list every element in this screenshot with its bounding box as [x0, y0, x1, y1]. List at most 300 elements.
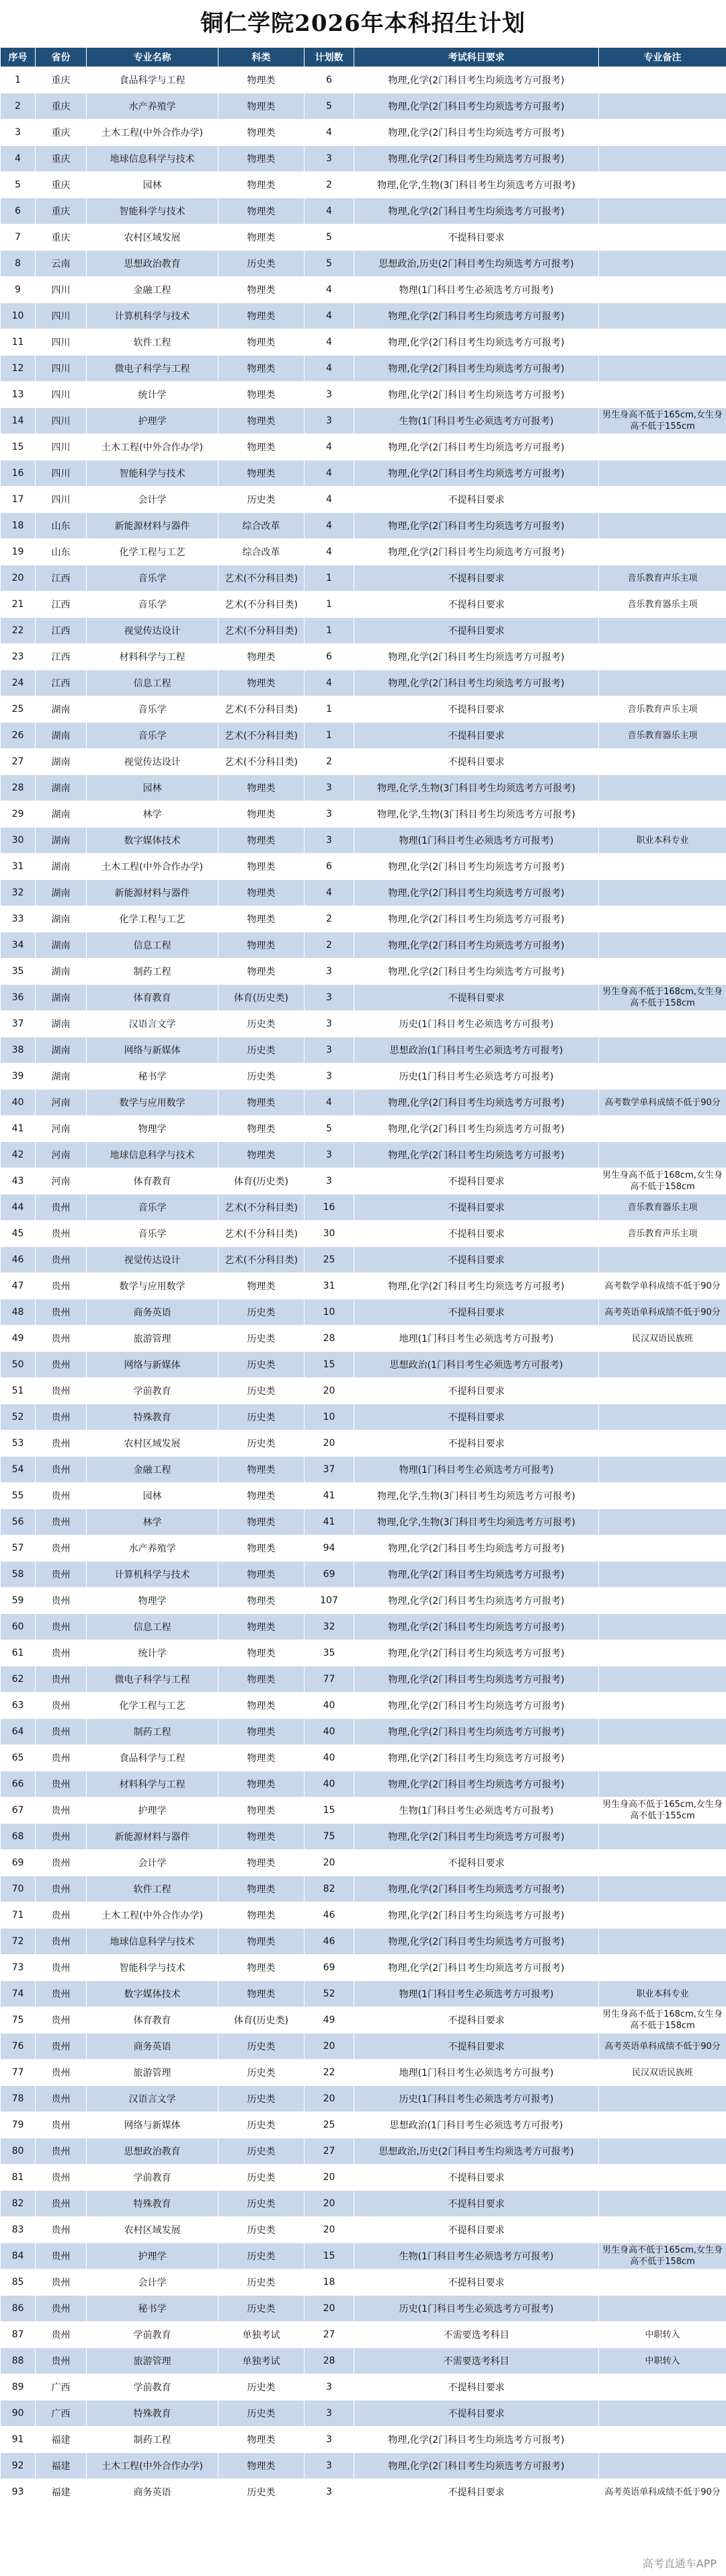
cell-category: 物理类 — [218, 880, 305, 906]
table-row — [1, 1221, 726, 1247]
cell-plan-count: 69 — [305, 1562, 354, 1588]
cell-index: 74 — [1, 1981, 36, 2007]
cell-province: 贵州 — [36, 1431, 87, 1457]
cell-province: 四川 — [36, 382, 87, 408]
cell-major-note — [599, 1011, 726, 1037]
cell-subject-requirement: 物理,化学(2门科目考生均须选考方可报考) — [354, 434, 599, 460]
cell-index: 24 — [1, 670, 36, 696]
cell-major-note: 男生身高不低于168cm,女生身高不低于158cm — [599, 2007, 726, 2034]
cell-category: 历史类 — [218, 2243, 305, 2269]
cell-category: 物理类 — [218, 2427, 305, 2453]
cell-category: 物理类 — [218, 1693, 305, 1719]
header-category: 科类 — [218, 48, 305, 67]
cell-index: 34 — [1, 932, 36, 959]
cell-subject-requirement: 物理(1门科目考生必须选考方可报考) — [354, 277, 599, 303]
table-row — [1, 2165, 726, 2191]
cell-subject-requirement: 不提科目要求 — [354, 2269, 599, 2296]
cell-plan-count: 75 — [305, 1824, 354, 1850]
cell-index: 63 — [1, 1693, 36, 1719]
table-row — [1, 2401, 726, 2427]
table-row — [1, 1850, 726, 1876]
cell-index: 37 — [1, 1011, 36, 1037]
cell-category: 物理类 — [218, 67, 305, 93]
cell-major: 学前教育 — [87, 1378, 218, 1404]
cell-major: 农村区域发展 — [87, 2217, 218, 2243]
cell-index: 86 — [1, 2296, 36, 2322]
cell-major-note — [599, 1850, 726, 1876]
header-major-note: 专业备注 — [599, 48, 726, 67]
cell-category: 历史类 — [218, 2479, 305, 2505]
cell-index: 36 — [1, 985, 36, 1011]
cell-major: 视觉传达设计 — [87, 1247, 218, 1273]
cell-category: 物理类 — [218, 670, 305, 696]
cell-major-note — [599, 1404, 726, 1431]
cell-plan-count: 6 — [305, 644, 354, 670]
table-row — [1, 1535, 726, 1562]
table-row — [1, 696, 726, 723]
cell-subject-requirement: 思想政治(1门科目考生必须选考方可报考) — [354, 1352, 599, 1378]
cell-province: 江西 — [36, 670, 87, 696]
cell-major: 音乐学 — [87, 1195, 218, 1221]
cell-index: 26 — [1, 723, 36, 749]
cell-plan-count: 41 — [305, 1509, 354, 1535]
cell-category: 历史类 — [218, 2165, 305, 2191]
cell-province: 贵州 — [36, 1640, 87, 1666]
cell-major-note — [599, 1719, 726, 1745]
cell-category: 历史类 — [218, 1326, 305, 1352]
cell-subject-requirement: 物理,化学(2门科目考生均须选考方可报考) — [354, 1640, 599, 1666]
cell-category: 艺术(不分科目类) — [218, 565, 305, 592]
cell-plan-count: 6 — [305, 854, 354, 880]
cell-province: 湖南 — [36, 749, 87, 775]
cell-index: 78 — [1, 2086, 36, 2112]
cell-major-note — [599, 67, 726, 93]
cell-index: 69 — [1, 1850, 36, 1876]
cell-index: 14 — [1, 408, 36, 434]
cell-plan-count: 2 — [305, 749, 354, 775]
cell-plan-count: 20 — [305, 2165, 354, 2191]
cell-subject-requirement: 物理,化学(2门科目考生均须选考方可报考) — [354, 1614, 599, 1640]
cell-major-note — [599, 2401, 726, 2427]
cell-province: 贵州 — [36, 1509, 87, 1535]
cell-subject-requirement: 生物(1门科目考生必须选考方可报考) — [354, 408, 599, 434]
table-row — [1, 1142, 726, 1168]
cell-province: 山东 — [36, 513, 87, 539]
cell-major: 软件工程 — [87, 329, 218, 356]
cell-plan-count: 3 — [305, 2401, 354, 2427]
cell-province: 江西 — [36, 592, 87, 618]
cell-major-note — [599, 1483, 726, 1509]
table-row — [1, 2348, 726, 2374]
table-row — [1, 2374, 726, 2401]
cell-province: 河南 — [36, 1090, 87, 1116]
cell-index: 62 — [1, 1666, 36, 1693]
cell-subject-requirement: 不提科目要求 — [354, 985, 599, 1011]
cell-major: 信息工程 — [87, 1614, 218, 1640]
cell-major: 学前教育 — [87, 2322, 218, 2348]
table-row — [1, 1326, 726, 1352]
cell-major-note: 中职转入 — [599, 2348, 726, 2374]
cell-subject-requirement: 物理,化学(2门科目考生均须选考方可报考) — [354, 1588, 599, 1614]
cell-index: 65 — [1, 1745, 36, 1771]
table-row — [1, 1037, 726, 1063]
cell-major-note — [599, 1614, 726, 1640]
cell-province: 湖南 — [36, 723, 87, 749]
table-row — [1, 618, 726, 644]
cell-major: 学前教育 — [87, 2374, 218, 2401]
cell-subject-requirement: 不提科目要求 — [354, 1378, 599, 1404]
cell-major-note — [599, 487, 726, 513]
cell-province: 贵州 — [36, 2165, 87, 2191]
cell-major: 材料科学与工程 — [87, 644, 218, 670]
cell-major: 思想政治教育 — [87, 2138, 218, 2165]
cell-category: 物理类 — [218, 1483, 305, 1509]
cell-major-note — [599, 198, 726, 225]
table-row — [1, 1063, 726, 1090]
cell-major: 统计学 — [87, 382, 218, 408]
table-row — [1, 1090, 726, 1116]
cell-category: 物理类 — [218, 1850, 305, 1876]
cell-index: 89 — [1, 2374, 36, 2401]
cell-major-note — [599, 2112, 726, 2138]
table-row — [1, 1247, 726, 1273]
cell-category: 艺术(不分科目类) — [218, 696, 305, 723]
cell-category: 历史类 — [218, 2374, 305, 2401]
cell-category: 历史类 — [218, 1352, 305, 1378]
cell-major-note — [599, 1509, 726, 1535]
header-subject-requirement: 考试科目要求 — [354, 48, 599, 67]
cell-province: 贵州 — [36, 1824, 87, 1850]
cell-province: 贵州 — [36, 1771, 87, 1798]
cell-index: 6 — [1, 198, 36, 225]
cell-province: 四川 — [36, 487, 87, 513]
enrollment-plan-table — [0, 47, 726, 2505]
table-row — [1, 880, 726, 906]
cell-subject-requirement: 地理(1门科目考生必须选考方可报考) — [354, 2060, 599, 2086]
table-row — [1, 172, 726, 198]
cell-subject-requirement: 不提科目要求 — [354, 2217, 599, 2243]
cell-major: 智能科学与技术 — [87, 460, 218, 487]
cell-major-note — [599, 1876, 726, 1902]
cell-province: 贵州 — [36, 2138, 87, 2165]
cell-major-note: 民汉双语民族班 — [599, 1326, 726, 1352]
cell-province: 重庆 — [36, 146, 87, 172]
table-row — [1, 1299, 726, 1326]
cell-province: 山东 — [36, 539, 87, 565]
cell-category: 历史类 — [218, 2086, 305, 2112]
cell-major-note — [599, 1562, 726, 1588]
table-row — [1, 565, 726, 592]
cell-province: 广西 — [36, 2401, 87, 2427]
cell-province: 湖南 — [36, 880, 87, 906]
cell-subject-requirement: 物理,化学(2门科目考生均须选考方可报考) — [354, 2427, 599, 2453]
cell-plan-count: 6 — [305, 67, 354, 93]
cell-plan-count: 69 — [305, 1955, 354, 1981]
cell-major: 学前教育 — [87, 2165, 218, 2191]
cell-major-note — [599, 2427, 726, 2453]
cell-subject-requirement: 不提科目要求 — [354, 1431, 599, 1457]
cell-index: 28 — [1, 775, 36, 801]
cell-plan-count: 40 — [305, 1745, 354, 1771]
cell-major: 思想政治教育 — [87, 251, 218, 277]
cell-major-note — [599, 880, 726, 906]
cell-major: 秘书学 — [87, 1063, 218, 1090]
cell-province: 贵州 — [36, 1719, 87, 1745]
cell-category: 物理类 — [218, 146, 305, 172]
cell-major-note — [599, 2269, 726, 2296]
table-body — [1, 67, 726, 2505]
cell-category: 历史类 — [218, 2269, 305, 2296]
cell-major: 地球信息科学与技术 — [87, 1142, 218, 1168]
table-row — [1, 749, 726, 775]
cell-major-note — [599, 749, 726, 775]
cell-province: 贵州 — [36, 1352, 87, 1378]
cell-plan-count: 3 — [305, 828, 354, 854]
cell-subject-requirement: 物理,化学(2门科目考生均须选考方可报考) — [354, 1693, 599, 1719]
cell-subject-requirement: 物理,化学(2门科目考生均须选考方可报考) — [354, 1876, 599, 1902]
cell-major: 制药工程 — [87, 1719, 218, 1745]
cell-category: 物理类 — [218, 801, 305, 828]
cell-subject-requirement: 物理,化学(2门科目考生均须选考方可报考) — [354, 880, 599, 906]
cell-subject-requirement: 思想政治(1门科目考生必须选考方可报考) — [354, 2112, 599, 2138]
cell-subject-requirement: 物理,化学(2门科目考生均须选考方可报考) — [354, 303, 599, 329]
cell-subject-requirement: 物理,化学(2门科目考生均须选考方可报考) — [354, 644, 599, 670]
table-row — [1, 2427, 726, 2453]
cell-major: 会计学 — [87, 2269, 218, 2296]
cell-major-note — [599, 1640, 726, 1666]
cell-major: 音乐学 — [87, 696, 218, 723]
table-row — [1, 1168, 726, 1195]
cell-subject-requirement: 不提科目要求 — [354, 2165, 599, 2191]
cell-subject-requirement: 物理(1门科目考生必须选考方可报考) — [354, 828, 599, 854]
table-row — [1, 1352, 726, 1378]
cell-major: 会计学 — [87, 1850, 218, 1876]
cell-plan-count: 20 — [305, 1378, 354, 1404]
cell-plan-count: 4 — [305, 1090, 354, 1116]
cell-category: 物理类 — [218, 329, 305, 356]
cell-category: 历史类 — [218, 1431, 305, 1457]
cell-category: 物理类 — [218, 1771, 305, 1798]
watermark: 高考直通车APP — [642, 2557, 717, 2570]
cell-plan-count: 3 — [305, 775, 354, 801]
cell-subject-requirement: 物理,化学(2门科目考生均须选考方可报考) — [354, 959, 599, 985]
cell-major: 物理学 — [87, 1588, 218, 1614]
table-row — [1, 1955, 726, 1981]
cell-major: 音乐学 — [87, 592, 218, 618]
cell-plan-count: 22 — [305, 2060, 354, 2086]
cell-major: 统计学 — [87, 1640, 218, 1666]
cell-province: 贵州 — [36, 1588, 87, 1614]
cell-index: 71 — [1, 1902, 36, 1929]
cell-major: 土木工程(中外合作办学) — [87, 2453, 218, 2479]
table-row — [1, 1771, 726, 1798]
cell-category: 物理类 — [218, 1745, 305, 1771]
cell-subject-requirement: 物理,化学,生物(3门科目考生均须选考方可报考) — [354, 1483, 599, 1509]
cell-category: 艺术(不分科目类) — [218, 1195, 305, 1221]
cell-province: 湖南 — [36, 854, 87, 880]
cell-subject-requirement: 物理,化学(2门科目考生均须选考方可报考) — [354, 1535, 599, 1562]
cell-major-note — [599, 172, 726, 198]
cell-index: 17 — [1, 487, 36, 513]
cell-province: 湖南 — [36, 985, 87, 1011]
cell-plan-count: 32 — [305, 1614, 354, 1640]
cell-subject-requirement: 不提科目要求 — [354, 1299, 599, 1326]
table-row — [1, 539, 726, 565]
cell-province: 贵州 — [36, 1666, 87, 1693]
table-row — [1, 1195, 726, 1221]
cell-index: 75 — [1, 2007, 36, 2034]
table-row — [1, 932, 726, 959]
cell-category: 物理类 — [218, 1981, 305, 2007]
cell-index: 88 — [1, 2348, 36, 2374]
cell-subject-requirement: 物理,化学(2门科目考生均须选考方可报考) — [354, 1955, 599, 1981]
cell-index: 22 — [1, 618, 36, 644]
cell-plan-count: 3 — [305, 801, 354, 828]
table-row — [1, 1693, 726, 1719]
cell-major-note — [599, 434, 726, 460]
cell-category: 历史类 — [218, 2112, 305, 2138]
cell-index: 72 — [1, 1929, 36, 1955]
cell-category: 物理类 — [218, 1902, 305, 1929]
cell-major-note — [599, 329, 726, 356]
cell-category: 物理类 — [218, 775, 305, 801]
cell-index: 9 — [1, 277, 36, 303]
cell-major: 材料科学与工程 — [87, 1771, 218, 1798]
cell-province: 湖南 — [36, 906, 87, 932]
cell-category: 物理类 — [218, 1614, 305, 1640]
cell-plan-count: 20 — [305, 2191, 354, 2217]
cell-index: 25 — [1, 696, 36, 723]
cell-index: 61 — [1, 1640, 36, 1666]
cell-major: 园林 — [87, 172, 218, 198]
cell-subject-requirement: 物理,化学(2门科目考生均须选考方可报考) — [354, 513, 599, 539]
cell-plan-count: 27 — [305, 2138, 354, 2165]
cell-major-note — [599, 539, 726, 565]
cell-subject-requirement: 物理,化学(2门科目考生均须选考方可报考) — [354, 539, 599, 565]
cell-province: 贵州 — [36, 1693, 87, 1719]
cell-province: 贵州 — [36, 1273, 87, 1299]
cell-major: 微电子科学与工程 — [87, 356, 218, 382]
cell-plan-count: 49 — [305, 2007, 354, 2034]
cell-province: 贵州 — [36, 1981, 87, 2007]
cell-plan-count: 77 — [305, 1666, 354, 1693]
cell-category: 物理类 — [218, 460, 305, 487]
cell-plan-count: 1 — [305, 723, 354, 749]
cell-category: 物理类 — [218, 120, 305, 146]
cell-major: 食品科学与工程 — [87, 1745, 218, 1771]
cell-subject-requirement: 不提科目要求 — [354, 2034, 599, 2060]
cell-category: 物理类 — [218, 408, 305, 434]
cell-province: 湖南 — [36, 1037, 87, 1063]
cell-category: 艺术(不分科目类) — [218, 1247, 305, 1273]
cell-category: 综合改革 — [218, 513, 305, 539]
table-row — [1, 959, 726, 985]
cell-subject-requirement: 思想政治,历史(2门科目考生均须选考方可报考) — [354, 251, 599, 277]
cell-major: 土木工程(中外合作办学) — [87, 434, 218, 460]
cell-major: 林学 — [87, 1509, 218, 1535]
cell-province: 重庆 — [36, 172, 87, 198]
cell-category: 物理类 — [218, 959, 305, 985]
table-row — [1, 120, 726, 146]
cell-major: 金融工程 — [87, 277, 218, 303]
cell-province: 贵州 — [36, 1483, 87, 1509]
cell-major: 计算机科学与技术 — [87, 1562, 218, 1588]
cell-major: 园林 — [87, 775, 218, 801]
cell-plan-count: 20 — [305, 1850, 354, 1876]
cell-index: 13 — [1, 382, 36, 408]
cell-major: 体育教育 — [87, 985, 218, 1011]
cell-category: 物理类 — [218, 644, 305, 670]
table-row — [1, 775, 726, 801]
table-row — [1, 644, 726, 670]
cell-major: 汉语言文学 — [87, 1011, 218, 1037]
cell-major: 护理学 — [87, 2243, 218, 2269]
cell-index: 53 — [1, 1431, 36, 1457]
cell-plan-count: 4 — [305, 434, 354, 460]
cell-major: 旅游管理 — [87, 2060, 218, 2086]
cell-category: 艺术(不分科目类) — [218, 749, 305, 775]
cell-index: 29 — [1, 801, 36, 828]
cell-plan-count: 4 — [305, 277, 354, 303]
cell-index: 70 — [1, 1876, 36, 1902]
cell-major-note — [599, 2165, 726, 2191]
cell-plan-count: 2 — [305, 906, 354, 932]
cell-index: 80 — [1, 2138, 36, 2165]
cell-index: 81 — [1, 2165, 36, 2191]
table-row — [1, 460, 726, 487]
cell-category: 单独考试 — [218, 2348, 305, 2374]
cell-major: 农村区域发展 — [87, 1431, 218, 1457]
cell-category: 物理类 — [218, 1640, 305, 1666]
cell-major: 化学工程与工艺 — [87, 539, 218, 565]
cell-major: 会计学 — [87, 487, 218, 513]
cell-major-note: 民汉双语民族班 — [599, 2060, 726, 2086]
cell-index: 40 — [1, 1090, 36, 1116]
cell-plan-count: 41 — [305, 1483, 354, 1509]
cell-major: 土木工程(中外合作办学) — [87, 854, 218, 880]
cell-plan-count: 3 — [305, 1168, 354, 1195]
cell-major-note: 音乐教育声乐主项 — [599, 1221, 726, 1247]
cell-plan-count: 28 — [305, 2348, 354, 2374]
cell-province: 贵州 — [36, 2112, 87, 2138]
cell-index: 59 — [1, 1588, 36, 1614]
cell-category: 物理类 — [218, 1090, 305, 1116]
cell-index: 82 — [1, 2191, 36, 2217]
cell-subject-requirement: 思想政治(1门科目考生必须选考方可报考) — [354, 1037, 599, 1063]
cell-province: 江西 — [36, 565, 87, 592]
cell-category: 历史类 — [218, 251, 305, 277]
cell-index: 47 — [1, 1273, 36, 1299]
table-row — [1, 1509, 726, 1535]
cell-province: 四川 — [36, 303, 87, 329]
cell-category: 艺术(不分科目类) — [218, 618, 305, 644]
cell-index: 32 — [1, 880, 36, 906]
cell-province: 云南 — [36, 251, 87, 277]
cell-subject-requirement: 不提科目要求 — [354, 1247, 599, 1273]
table-header-row — [1, 48, 726, 67]
cell-province: 贵州 — [36, 1955, 87, 1981]
table-row — [1, 1457, 726, 1483]
table-row — [1, 1824, 726, 1850]
cell-major-note — [599, 1666, 726, 1693]
cell-province: 贵州 — [36, 1326, 87, 1352]
cell-category: 历史类 — [218, 2034, 305, 2060]
cell-province: 贵州 — [36, 1929, 87, 1955]
cell-index: 43 — [1, 1168, 36, 1195]
cell-index: 4 — [1, 146, 36, 172]
cell-major: 商务英语 — [87, 2479, 218, 2505]
table-row — [1, 2322, 726, 2348]
